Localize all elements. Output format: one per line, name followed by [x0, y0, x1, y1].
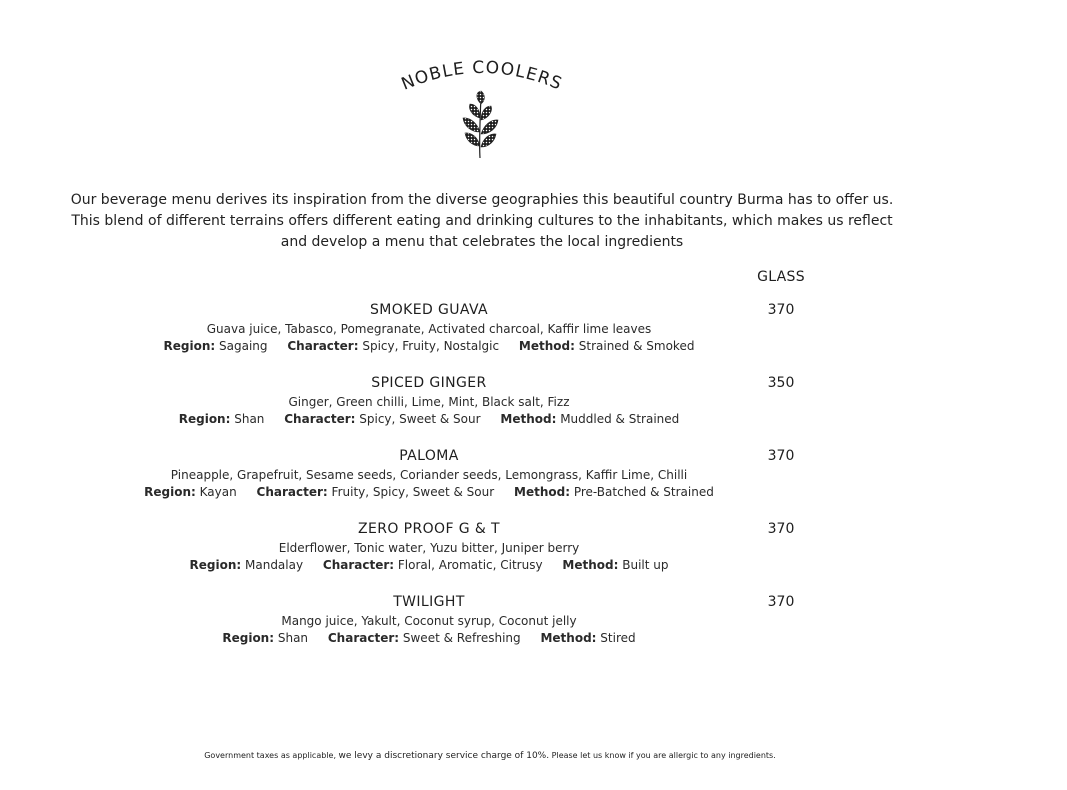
- character-label: Character:: [327, 631, 400, 645]
- item-method: Stired: [600, 631, 636, 645]
- region-label: Region:: [163, 339, 216, 353]
- item-name: SMOKED GUAVA: [369, 302, 489, 318]
- menu-item: [0, 448, 1067, 508]
- region-label: Region:: [178, 412, 231, 426]
- menu-item: [0, 594, 1067, 654]
- item-details: [109, 631, 749, 645]
- item-character: Fruity, Spicy, Sweet & Sour: [331, 485, 495, 499]
- method-label: Method:: [540, 631, 597, 645]
- menu-item: [0, 375, 1067, 435]
- item-name: ZERO PROOF G & T: [358, 521, 500, 537]
- character-label: Character:: [284, 412, 356, 426]
- item-details: [109, 412, 749, 426]
- item-character: Floral, Aromatic, Citrusy: [397, 558, 543, 572]
- menu-item: [0, 521, 1067, 581]
- item-price: 370: [767, 448, 795, 464]
- item-details: [109, 339, 749, 353]
- intro-line: and develop a menu that celebrates the local ingredients: [280, 234, 684, 250]
- item-region: Shan: [234, 412, 265, 426]
- character-label: Character:: [287, 339, 359, 353]
- method-label: Method:: [562, 558, 619, 572]
- item-ingredients: Guava juice, Tabasco, Pomegranate, Activated charcoal, Kaffir lime leaves: [206, 322, 652, 336]
- method-label: Method:: [514, 485, 570, 499]
- item-method: Strained & Smoked: [578, 339, 695, 353]
- item-method: Pre-Batched & Strained: [573, 485, 714, 499]
- region-label: Region:: [189, 558, 242, 572]
- intro-line: This blend of different terrains offers different eating and drinking cultures to the inhabitants, which makes us reflect: [71, 213, 893, 229]
- item-price: 370: [767, 521, 795, 537]
- character-label: Character:: [322, 558, 395, 572]
- item-region: Mandalay: [245, 558, 304, 572]
- item-price: 350: [767, 375, 795, 391]
- price-column-header: GLASS: [757, 269, 805, 285]
- item-name: SPICED GINGER: [371, 375, 487, 391]
- intro-line: Our beverage menu derives its inspiration from the diverse geographies this beautiful country Burma has to offer us.: [70, 192, 894, 208]
- item-ingredients: Pineapple, Grapefruit, Sesame seeds, Coriander seeds, Lemongrass, Kaffir Lime, Chilli: [170, 468, 688, 482]
- item-method: Muddled & Strained: [560, 412, 680, 426]
- item-region: Kayan: [199, 485, 237, 499]
- item-name: PALOMA: [399, 448, 459, 464]
- footer-service-charge: we levy a discretionary service charge of 10%.: [338, 751, 550, 761]
- item-character: Sweet & Refreshing: [402, 631, 521, 645]
- item-ingredients: Ginger, Green chilli, Lime, Mint, Black salt, Fizz: [288, 395, 570, 409]
- footer-allergy: Please let us know if you are allergic to any ingredients.: [551, 751, 776, 760]
- item-ingredients: Mango juice, Yakult, Coconut syrup, Coconut jelly: [281, 614, 577, 628]
- item-region: Sagaing: [219, 339, 268, 353]
- region-label: Region:: [144, 485, 196, 499]
- item-character: Spicy, Sweet & Sour: [359, 412, 481, 426]
- item-character: Spicy, Fruity, Nostalgic: [362, 339, 500, 353]
- character-label: Character:: [256, 485, 328, 499]
- footer-taxes: Government taxes as applicable,: [204, 751, 336, 760]
- item-ingredients: Elderflower, Tonic water, Yuzu bitter, Juniper berry: [278, 541, 580, 555]
- item-name: TWILIGHT: [393, 594, 465, 610]
- method-label: Method:: [518, 339, 575, 353]
- method-label: Method:: [500, 412, 557, 426]
- item-method: Built up: [622, 558, 669, 572]
- item-details: [109, 485, 749, 499]
- intro-text: [40, 190, 924, 253]
- menu-item: [0, 302, 1067, 362]
- item-price: 370: [767, 594, 795, 610]
- svg-text:NOBLE COOLERS: NOBLE COOLERS: [398, 57, 566, 95]
- leaf-branch-icon: [452, 90, 510, 160]
- item-price: 370: [767, 302, 795, 318]
- item-details: [109, 558, 749, 572]
- footer-note: [140, 751, 840, 761]
- item-region: Shan: [277, 631, 309, 645]
- region-label: Region:: [222, 631, 275, 645]
